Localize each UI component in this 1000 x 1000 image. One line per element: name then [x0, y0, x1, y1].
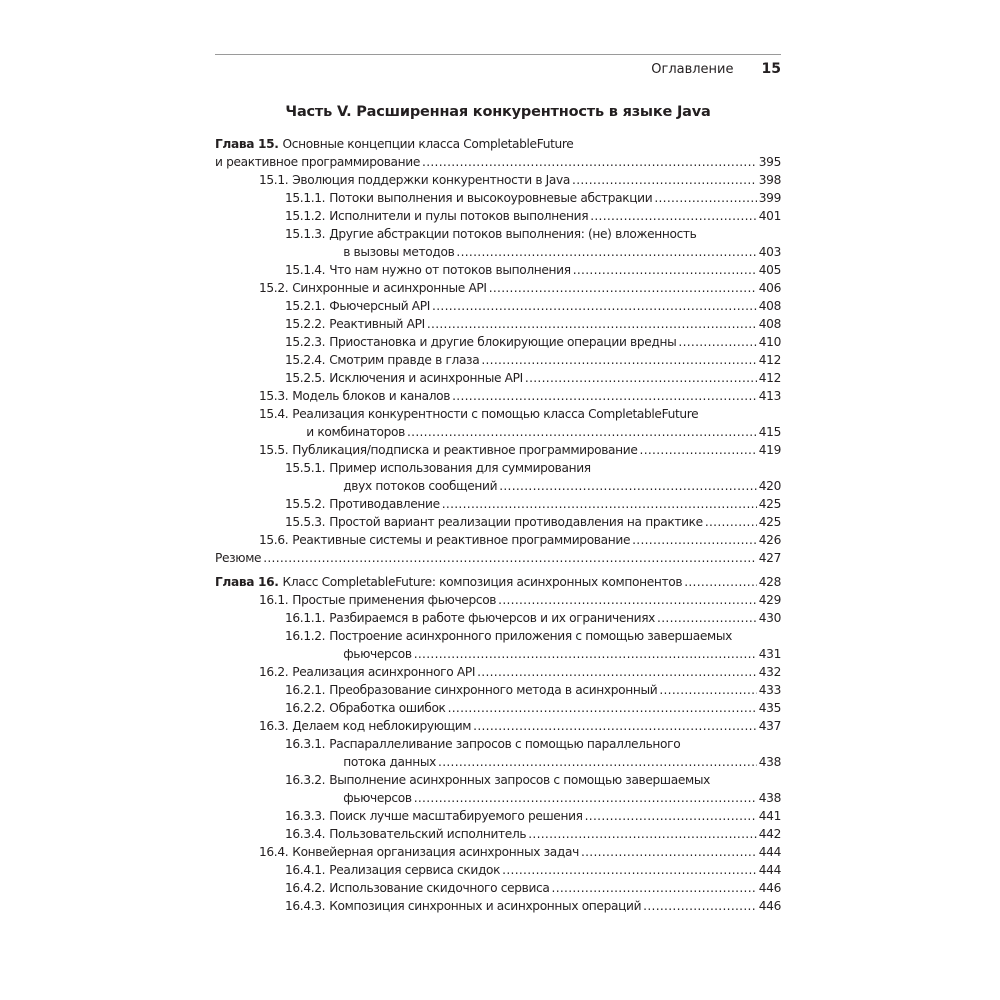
- toc-subsection[interactable]: [215, 261, 781, 279]
- toc-section[interactable]: [215, 279, 781, 297]
- toc-summary[interactable]: [215, 549, 781, 567]
- toc-subsection[interactable]: [215, 609, 781, 627]
- dot-leader: [407, 423, 757, 441]
- entry-title: фьючерсов: [343, 791, 412, 805]
- entry-title: Реализация асинхронного API: [292, 665, 476, 679]
- toc-line: [329, 627, 781, 645]
- page-ref[interactable]: 432: [758, 665, 781, 679]
- entry-title: Поиск лучше масштабируемого решения: [329, 809, 583, 823]
- toc-line: [292, 423, 781, 441]
- toc-line: [329, 477, 781, 495]
- toc-line: [329, 333, 781, 351]
- toc-line: [215, 135, 781, 153]
- dot-leader: [632, 531, 757, 549]
- toc-section[interactable]: [215, 591, 781, 609]
- page-ref[interactable]: 408: [758, 317, 781, 331]
- entry-number: 16.1.: [259, 593, 289, 607]
- toc-line: [329, 753, 781, 771]
- entry-number: 15.3.: [259, 389, 289, 403]
- page-ref[interactable]: 425: [758, 515, 781, 529]
- page-ref[interactable]: 444: [758, 863, 781, 877]
- page-ref[interactable]: 444: [758, 845, 781, 859]
- entry-title: Публикация/подписка и реактивное программирование: [292, 443, 638, 457]
- toc-subsection[interactable]: [215, 369, 781, 387]
- toc-line: [292, 663, 781, 681]
- entry-number: 15.2.5.: [285, 371, 326, 385]
- entry-title: Пользовательский исполнитель: [329, 827, 527, 841]
- entry-number: 16.4.3.: [285, 899, 326, 913]
- toc-line: [329, 297, 781, 315]
- toc-subsection[interactable]: [215, 627, 781, 663]
- page-ref[interactable]: 425: [758, 497, 781, 511]
- entry-title: и комбинаторов: [306, 425, 405, 439]
- page-ref[interactable]: 415: [758, 425, 781, 439]
- page-ref[interactable]: 428: [758, 575, 781, 589]
- toc-subsection[interactable]: [215, 315, 781, 333]
- dot-leader: [684, 573, 757, 591]
- toc-subsection[interactable]: [215, 513, 781, 531]
- toc-subsection[interactable]: [215, 807, 781, 825]
- toc-line: [329, 645, 781, 663]
- entry-number: 15.1.2.: [285, 209, 326, 223]
- entry-title: Приостановка и другие блокирующие операции вредны: [329, 335, 677, 349]
- page-ref[interactable]: 419: [758, 443, 781, 457]
- dot-leader: [525, 369, 757, 387]
- page-ref[interactable]: 399: [758, 191, 781, 205]
- entry-number: 15.2.4.: [285, 353, 326, 367]
- toc-line: [329, 369, 781, 387]
- toc-section[interactable]: [215, 843, 781, 861]
- dot-leader: [438, 753, 757, 771]
- toc-line: [215, 573, 781, 591]
- entry-number: 16.4.: [259, 845, 289, 859]
- toc-line: [329, 681, 781, 699]
- toc-subsection[interactable]: [215, 861, 781, 879]
- entry-title: Делаем код неблокирующим: [292, 719, 472, 733]
- page-ref[interactable]: 410: [758, 335, 781, 349]
- entry-number: 15.6.: [259, 533, 289, 547]
- page-ref[interactable]: 395: [758, 155, 781, 169]
- entry-number: 16.2.2.: [285, 701, 326, 715]
- toc-subsection[interactable]: [215, 207, 781, 225]
- chapter-title: Основные концепции класса CompletableFuture: [282, 137, 574, 151]
- chapter-title-continued: и реактивное программирование: [215, 155, 421, 169]
- entry-title: Исключения и асинхронные API: [329, 371, 523, 385]
- table-of-contents: [215, 135, 781, 915]
- entry-number: 15.5.3.: [285, 515, 326, 529]
- toc-subsection[interactable]: [215, 333, 781, 351]
- running-title: Оглавление: [651, 62, 734, 77]
- chapter-label: Глава 16.: [215, 575, 279, 589]
- entry-number: 16.3.4.: [285, 827, 326, 841]
- toc-line: [329, 735, 781, 753]
- toc-line: [215, 549, 781, 567]
- dot-leader: [502, 861, 757, 879]
- entry-title: потока данных: [343, 755, 437, 769]
- page-ref[interactable]: 426: [758, 533, 781, 547]
- chapter-heading[interactable]: [215, 135, 781, 171]
- entry-title: Что нам нужно от потоков выполнения: [329, 263, 571, 277]
- dot-leader: [473, 717, 757, 735]
- toc-line: [329, 207, 781, 225]
- entry-title: Смотрим правде в глаза: [329, 353, 480, 367]
- entry-number: 15.5.2.: [285, 497, 326, 511]
- dot-leader: [498, 591, 757, 609]
- toc-line: [329, 261, 781, 279]
- dot-leader: [432, 297, 757, 315]
- dot-leader: [414, 645, 757, 663]
- entry-title: Пример использования для суммирования: [329, 461, 591, 475]
- entry-number: 16.4.1.: [285, 863, 326, 877]
- page-ref[interactable]: 398: [758, 173, 781, 187]
- page-ref[interactable]: 420: [758, 479, 781, 493]
- chapter-label: Глава 15.: [215, 137, 279, 151]
- page-ref[interactable]: 433: [758, 683, 781, 697]
- toc-subsection[interactable]: [215, 897, 781, 915]
- dot-leader: [657, 609, 757, 627]
- dot-leader: [643, 897, 757, 915]
- entry-title: Разбираемся в работе фьючерсов и их ограничениях: [329, 611, 656, 625]
- toc-line: [292, 387, 781, 405]
- entry-title: Реактивные системы и реактивное программирование: [292, 533, 631, 547]
- running-head: [215, 61, 781, 77]
- toc-line: [292, 405, 781, 423]
- entry-title: в вызовы методов: [343, 245, 455, 259]
- toc-subsection[interactable]: [215, 189, 781, 207]
- toc-line: [292, 279, 781, 297]
- toc-line: [329, 789, 781, 807]
- entry-number: 16.2.: [259, 665, 289, 679]
- toc-section[interactable]: [215, 717, 781, 735]
- entry-number: 15.1.1.: [285, 191, 326, 205]
- toc-subsection[interactable]: [215, 699, 781, 717]
- entry-title: Использование скидочного сервиса: [329, 881, 550, 895]
- entry-number: 15.2.3.: [285, 335, 326, 349]
- page-number: 15: [761, 61, 781, 77]
- toc-section[interactable]: [215, 387, 781, 405]
- entry-title: двух потоков сообщений: [343, 479, 498, 493]
- entry-title: Резюме: [215, 551, 262, 565]
- toc-section[interactable]: [215, 171, 781, 189]
- page-ref[interactable]: 442: [758, 827, 781, 841]
- toc-line: [329, 225, 781, 243]
- dot-leader: [678, 333, 756, 351]
- entry-number: 15.1.: [259, 173, 289, 187]
- entry-number: 16.3.1.: [285, 737, 326, 751]
- entry-title: Потоки выполнения и высокоуровневые абстракции: [329, 191, 653, 205]
- dot-leader: [572, 171, 757, 189]
- page-ref[interactable]: 403: [758, 245, 781, 259]
- toc-line: [329, 825, 781, 843]
- entry-number: 16.4.2.: [285, 881, 326, 895]
- page-ref[interactable]: 441: [758, 809, 781, 823]
- entry-title: Реализация сервиса скидок: [329, 863, 501, 877]
- toc-subsection[interactable]: [215, 225, 781, 261]
- page-ref[interactable]: 413: [758, 389, 781, 403]
- entry-title: Исполнители и пулы потоков выполнения: [329, 209, 589, 223]
- toc-line: [329, 513, 781, 531]
- toc-line: [329, 879, 781, 897]
- page-ref[interactable]: 427: [758, 551, 781, 565]
- page-ref[interactable]: 430: [758, 611, 781, 625]
- entry-title: Конвейерная организация асинхронных задач: [292, 845, 579, 859]
- entry-title: Реализация конкурентности с помощью класса CompletableFuture: [292, 407, 699, 421]
- entry-number: 15.4.: [259, 407, 289, 421]
- toc-line: [329, 807, 781, 825]
- dot-leader: [705, 513, 757, 531]
- entry-title: Реактивный API: [329, 317, 425, 331]
- entry-number: 16.3.3.: [285, 809, 326, 823]
- entry-title: Распараллеливание запросов с помощью параллельного: [329, 737, 681, 751]
- dot-leader: [659, 681, 756, 699]
- entry-number: 15.1.4.: [285, 263, 326, 277]
- toc-line: [329, 771, 781, 789]
- page-ref[interactable]: 405: [758, 263, 781, 277]
- toc-line: [215, 153, 781, 171]
- toc-section[interactable]: [215, 405, 781, 441]
- entry-number: 15.2.1.: [285, 299, 326, 313]
- entry-title: Другие абстракции потоков выполнения: (не) вложенность: [329, 227, 697, 241]
- toc-line: [292, 717, 781, 735]
- toc-line: [329, 609, 781, 627]
- toc-subsection[interactable]: [215, 495, 781, 513]
- toc-line: [329, 459, 781, 477]
- dot-leader: [552, 879, 757, 897]
- toc-line: [292, 171, 781, 189]
- toc-line: [329, 315, 781, 333]
- dot-leader: [654, 189, 756, 207]
- entry-title: Противодавление: [329, 497, 440, 511]
- toc-line: [292, 843, 781, 861]
- toc-section[interactable]: [215, 663, 781, 681]
- entry-title: Фьючерсный API: [329, 299, 431, 313]
- entry-number: 15.1.3.: [285, 227, 326, 241]
- entry-title: Построение асинхронного приложения с помощью завершаемых: [329, 629, 732, 643]
- dot-leader: [414, 789, 757, 807]
- page-ref[interactable]: 406: [758, 281, 781, 295]
- entry-number: 16.2.1.: [285, 683, 326, 697]
- dot-leader: [422, 153, 757, 171]
- entry-number: 16.3.2.: [285, 773, 326, 787]
- entry-title: Выполнение асинхронных запросов с помощью завершаемых: [329, 773, 710, 787]
- entry-number: 15.2.: [259, 281, 289, 295]
- part-title: Часть V. Расширенная конкурентность в языке Java: [285, 104, 711, 120]
- dot-leader: [456, 243, 756, 261]
- toc-section[interactable]: [215, 441, 781, 459]
- page-ref[interactable]: 412: [758, 353, 781, 367]
- toc-line: [329, 495, 781, 513]
- dot-leader: [585, 807, 757, 825]
- page-ref[interactable]: 408: [758, 299, 781, 313]
- toc-subsection[interactable]: [215, 681, 781, 699]
- toc-subsection[interactable]: [215, 771, 781, 807]
- dot-leader: [590, 207, 757, 225]
- toc-subsection[interactable]: [215, 825, 781, 843]
- chapter-heading[interactable]: [215, 573, 781, 591]
- page-ref[interactable]: 401: [758, 209, 781, 223]
- dot-leader: [477, 663, 757, 681]
- entry-number: 15.5.1.: [285, 461, 326, 475]
- dot-leader: [263, 549, 757, 567]
- page-ref[interactable]: 438: [758, 791, 781, 805]
- dot-leader: [528, 825, 757, 843]
- entry-title: Эволюция поддержки конкурентности в Java: [292, 173, 571, 187]
- page-ref[interactable]: 431: [758, 647, 781, 661]
- toc-line: [292, 531, 781, 549]
- entry-number: 16.1.1.: [285, 611, 326, 625]
- toc-subsection[interactable]: [215, 351, 781, 369]
- toc-subsection[interactable]: [215, 297, 781, 315]
- toc-line: [329, 699, 781, 717]
- page-ref[interactable]: 446: [758, 881, 781, 895]
- entry-title: Простой вариант реализации противодавления на практике: [329, 515, 703, 529]
- entry-number: 16.3.: [259, 719, 289, 733]
- toc-line: [329, 189, 781, 207]
- toc-subsection[interactable]: [215, 879, 781, 897]
- dot-leader: [489, 279, 757, 297]
- dot-leader: [448, 699, 757, 717]
- toc-line: [329, 351, 781, 369]
- toc-section[interactable]: [215, 531, 781, 549]
- dot-leader: [442, 495, 757, 513]
- dot-leader: [640, 441, 757, 459]
- entry-number: 16.1.2.: [285, 629, 326, 643]
- entry-title: Синхронные и асинхронные API: [292, 281, 487, 295]
- entry-title: Простые применения фьючерсов: [292, 593, 497, 607]
- dot-leader: [499, 477, 757, 495]
- page-ref[interactable]: 438: [758, 755, 781, 769]
- toc-line: [329, 243, 781, 261]
- toc-line: [292, 591, 781, 609]
- dot-leader: [581, 843, 757, 861]
- toc-line: [329, 861, 781, 879]
- page-ref[interactable]: 412: [758, 371, 781, 385]
- chapter-title: Класс CompletableFuture: композиция асинхронных компонентов: [282, 575, 683, 589]
- toc-subsection[interactable]: [215, 735, 781, 771]
- dot-leader: [427, 315, 757, 333]
- page-ref[interactable]: 446: [758, 899, 781, 913]
- entry-title: Модель блоков и каналов: [292, 389, 451, 403]
- entry-number: 15.2.2.: [285, 317, 326, 331]
- dot-leader: [452, 387, 757, 405]
- toc-subsection[interactable]: [215, 459, 781, 495]
- entry-title: Преобразование синхронного метода в асинхронный: [329, 683, 658, 697]
- toc-line: [329, 897, 781, 915]
- entry-number: 15.5.: [259, 443, 289, 457]
- header-rule: [215, 54, 781, 55]
- page-ref[interactable]: 429: [758, 593, 781, 607]
- entry-title: Обработка ошибок: [329, 701, 446, 715]
- page-ref[interactable]: 435: [758, 701, 781, 715]
- page-ref[interactable]: 437: [758, 719, 781, 733]
- dot-leader: [481, 351, 756, 369]
- entry-title: фьючерсов: [343, 647, 412, 661]
- dot-leader: [573, 261, 757, 279]
- toc-line: [292, 441, 781, 459]
- entry-title: Композиция синхронных и асинхронных операций: [329, 899, 642, 913]
